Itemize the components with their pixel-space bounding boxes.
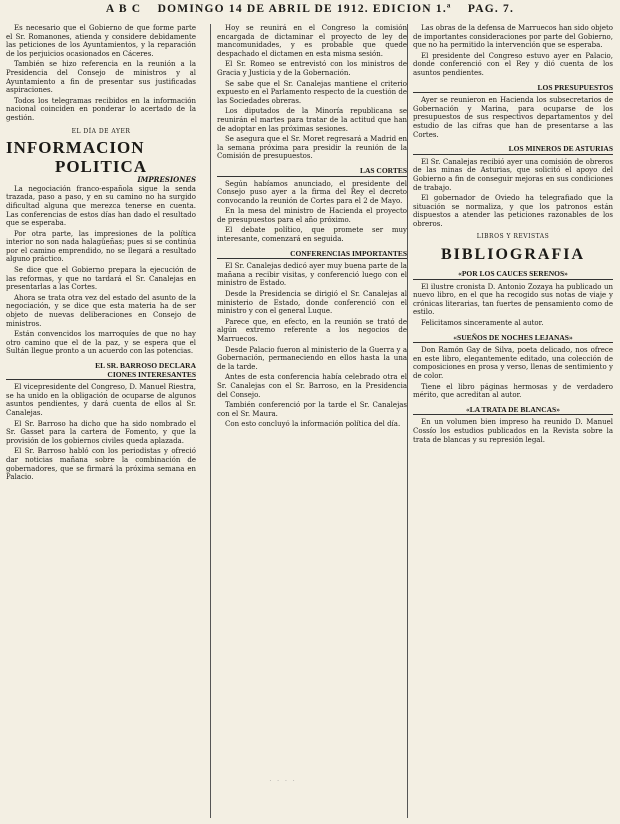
paragraph: Las obras de la defensa de Marruecos han sido objeto de importantes consideraciones por parte del Gobierno, que no ha permitido la intervención que se esperaba. bbox=[413, 24, 613, 50]
paragraph: Parece que, en efecto, en la reunión se trató de algún extremo referente a los negocios de Marruecos. bbox=[217, 317, 407, 343]
paragraph: Antes de esta conferencia había celebrado otra el Sr. Canalejas con el Sr. Barroso, en la Presidencia del Consejo. bbox=[217, 373, 407, 399]
paragraph: Se sabe que el Sr. Canalejas mantiene el criterio expuesto en el Parlamento respecto de la cuestión de las Sociedades obreras. bbox=[217, 79, 407, 105]
faint-print-mark: · · · · bbox=[269, 778, 297, 785]
column-3 bbox=[413, 24, 613, 818]
paragraph: El Sr. Canalejas recibió ayer una comisión de obreros de las minas de Asturias, que solicitó el apoyo del Gobierno a fin de conseguir mejoras en sus condiciones de trabajo. bbox=[413, 157, 613, 192]
column-rule bbox=[210, 24, 211, 818]
paragraph: Los diputados de la Minoría republicana se reunirán el martes para tratar de la actitud que han de adoptar en las próximas sesiones. bbox=[217, 107, 407, 133]
column-rule bbox=[407, 24, 408, 818]
section-heading: «POR LOS CAUCES SERENOS» bbox=[413, 270, 613, 280]
paragraph: Todos los telegramas recibidos en la información nacional coinciden en ponderar lo acertado de la gestión. bbox=[6, 96, 196, 122]
paragraph: También se hizo referencia en la reunión a la Presidencia del Consejo de ministros y al Ayuntamiento a fin de presentar sus justificadas aspiraciones. bbox=[6, 60, 196, 95]
paragraph: La negociación franco-española sigue la senda trazada, paso a paso, y en su camino no ha surgido dificultad alguna que merezca tenerse en cuenta. Las conferencias de estos días han dado el resultado que se esperaba. bbox=[6, 184, 196, 228]
paragraph: Es necesario que el Gobierno de que forme parte el Sr. Romanones, atienda y considere debidamente las peticiones de los Ayuntamientos, y la reparación de los perjuicios ocasionados en Cáceres. bbox=[6, 24, 196, 58]
masthead-page-number: PAG. 7. bbox=[467, 3, 515, 15]
paragraph: Felicitamos sinceramente al autor. bbox=[421, 319, 544, 328]
section-heading: «SUEÑOS DE NOCHES LEJANAS» bbox=[413, 334, 613, 344]
column-2 bbox=[217, 24, 407, 818]
paragraph: Ayer se reunieron en Hacienda los subsecretarios de Gobernación y Marina, para ocuparse de los presupuestos de sus respectivos departamentos y del estudio de las cifras que han de presentarse a las Cortes. bbox=[413, 96, 613, 139]
kicker: LIBROS Y REVISTAS bbox=[476, 233, 550, 241]
paragraph: Ahora se trata otra vez del estado del asunto de la negociación, y se dice que esta materia ha de ser objeto de nuevas deliberaciones en Consejo de ministros. bbox=[6, 293, 196, 328]
paragraph: Según habíamos anunciado, el presidente del Consejo puso ayer a la firma del Rey el decreto convocando la reunión de Cortes para el 2 de Mayo. bbox=[217, 179, 407, 205]
paragraph: El ilustre cronista D. Antonio Zozaya ha publicado un nuevo libro, en el que ha recogido sus notas de viaje y crónicas literarias, tan fuertes de pensamiento como de estilo. bbox=[413, 282, 613, 317]
kicker: EL DÍA DE AYER bbox=[71, 127, 131, 135]
section-heading: CONFERENCIAS IMPORTANTES bbox=[217, 250, 407, 260]
paragraph: El debate político, que promete ser muy interesante, comenzará en seguida. bbox=[217, 226, 407, 244]
paragraph: Se dice que el Gobierno prepara la ejecución de las reformas, y que no tardará el Sr. Canalejas en presentarlas a las Cortes. bbox=[6, 266, 196, 292]
section-heading-line-2: CIONES INTERESANTES bbox=[107, 369, 196, 379]
paragraph: En la mesa del ministro de Hacienda el proyecto de presupuestos para el año próximo. bbox=[217, 207, 407, 224]
subheadline: IMPRESIONES bbox=[137, 175, 196, 185]
section-heading: LOS MINEROS DE ASTURIAS bbox=[413, 145, 613, 155]
section-heading-line-1: EL SR. BARROSO DECLARA bbox=[95, 361, 196, 370]
paragraph: El Sr. Barroso ha dicho que ha sido nombrado el Sr. Gasset para la cartera de Fomento, y que la provisión de los gobiernos civiles queda aplazada. bbox=[6, 419, 196, 445]
headline-line-2: POLITICA bbox=[54, 157, 148, 177]
headline-line-1: INFORMACION bbox=[6, 138, 145, 158]
paragraph: Por otra parte, las impresiones de la política interior no son nada halagüeñas; pues si se continúa por el camino emprendido, no se llegará a resultado alguno práctico. bbox=[6, 229, 196, 264]
paragraph: El gobernador de Oviedo ha telegrafiado que la situación se normaliza, y que los patronos están dispuestos a atender las peticiones razonables de los obreros. bbox=[413, 194, 613, 228]
paragraph: Tiene el libro páginas hermosas y de verdadero mérito, que acreditan al autor. bbox=[413, 382, 613, 400]
section-heading: LOS PRESUPUESTOS bbox=[413, 84, 613, 94]
headline: BIBLIOGRAFIA bbox=[440, 246, 586, 264]
section-heading: LAS CORTES bbox=[217, 167, 407, 177]
masthead bbox=[8, 3, 612, 19]
masthead-paper-name: A B C bbox=[105, 3, 142, 15]
paragraph: Desde la Presidencia se dirigió el Sr. Canalejas al ministerio de Estado, donde conferenció con el ministro y con el general Luque. bbox=[217, 290, 407, 316]
paragraph: También conferenció por la tarde el Sr. Canalejas con el Sr. Maura. bbox=[217, 401, 407, 418]
section-heading: «LA TRATA DE BLANCAS» bbox=[413, 406, 613, 416]
paragraph: Están convencidos los marroquíes de que no hay otro camino que el de la paz, y se espera que el Sultán llegue pronto a un acuerdo con las potencias. bbox=[6, 330, 196, 356]
paragraph: El Sr. Barroso habló con los periodistas y ofreció dar noticias mañana sobre la combinación de gobernadores, que se firmará la próxima semana en Palacio. bbox=[6, 447, 196, 482]
masthead-date: DOMINGO 14 DE ABRIL DE 1912. EDICION 1.ª bbox=[157, 3, 452, 15]
paragraph: En un volumen bien impreso ha reunido D. Manuel Cossío los estudios publicados en la Revista sobre la trata de blancas y su represión legal. bbox=[413, 418, 613, 444]
paragraph: El presidente del Congreso estuvo ayer en Palacio, donde conferenció con el Rey y dió cuenta de los asuntos pendientes. bbox=[413, 51, 613, 77]
column-1 bbox=[6, 24, 196, 818]
paragraph: El Sr. Canalejas dedicó ayer muy buena parte de la mañana a recibir visitas, y conferenció luego con el ministro de Estado. bbox=[217, 262, 407, 288]
section-heading bbox=[6, 362, 196, 380]
paragraph: Desde Palacio fueron al ministerio de la Guerra y a Gobernación, permaneciendo en ellos hasta la una de la tarde. bbox=[217, 345, 407, 371]
paragraph: El vicepresidente del Congreso, D. Manuel Riestra, se ha unido en la obligación de ocuparse de algunos asuntos pendientes, y dará cuenta de ellos al Sr. Canalejas. bbox=[6, 383, 196, 417]
paragraph: Don Ramón Gay de Silva, poeta delicado, nos ofrece en este libro, elegantemente editado, una colección de composiciones en prosa y verso, llenas de sentimiento y de color. bbox=[413, 346, 613, 380]
paragraph: Hoy se reunirá en el Congreso la comisión encargada de dictaminar el proyecto de ley de mancomunidades, y es probable que quede despachado el dictamen en esta misma sesión. bbox=[217, 24, 407, 58]
paragraph: Se asegura que el Sr. Moret regresará a Madrid en la semana próxima para presidir la reunión de la Comisión de presupuestos. bbox=[217, 135, 407, 161]
paragraph: Con esto concluyó la información política del día. bbox=[225, 420, 401, 429]
paragraph: El Sr. Romeo se entrevistó con los ministros de Gracia y Justicia y de la Gobernación. bbox=[217, 60, 407, 77]
